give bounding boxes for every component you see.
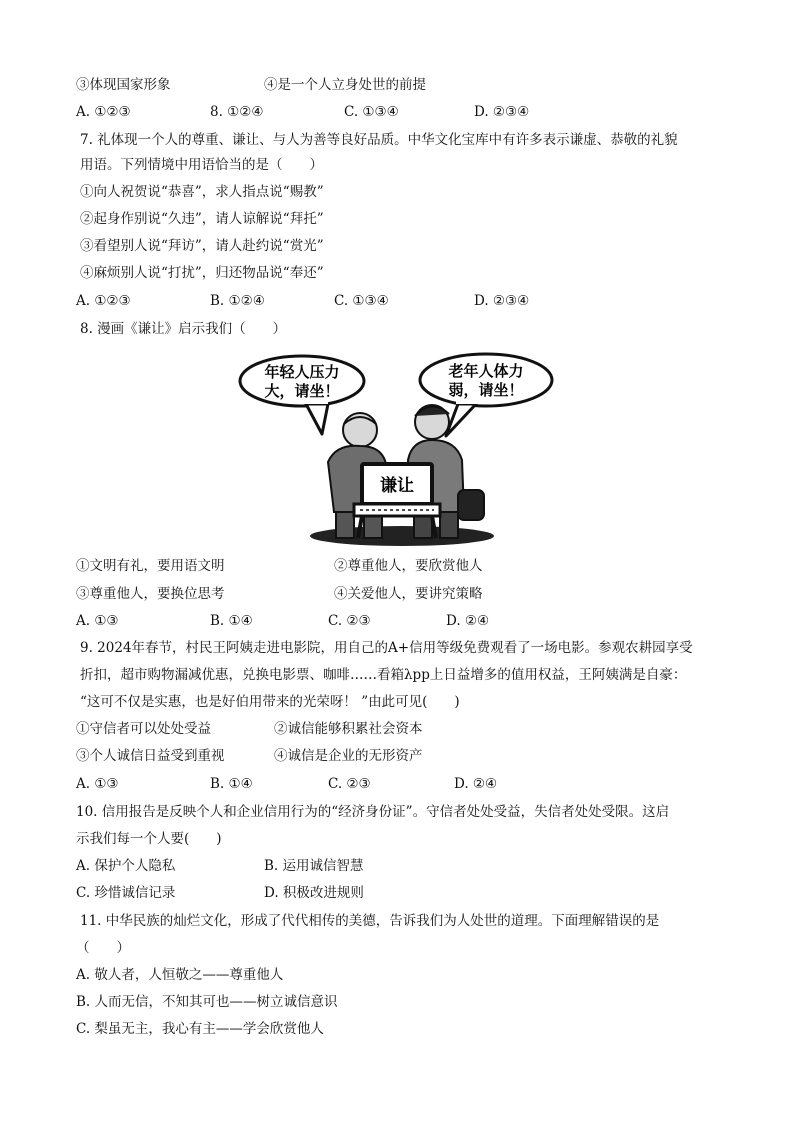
- q9-item-2: ②诚信能够积累社会资本: [274, 721, 423, 737]
- q6-option-b: 8. ①②④: [210, 104, 264, 120]
- q8-stem: 8. 漫画《谦让》启示我们（ ）: [80, 321, 287, 337]
- q6-option-c: C. ①③④: [344, 104, 399, 120]
- q9-option-c: C. ②③: [328, 776, 371, 792]
- q11-option-c: C. 梨虽无主，我心有主——学会欣赏他人: [76, 1021, 324, 1037]
- q7-item-3: ③看望别人说“拜访”，请人赴约说“赏光”: [80, 238, 324, 254]
- q9-stem-line-1: 9. 2024年春节，村民王阿姨走进电影院，用自己的A+信用等级免费观看了一场电影。参观农耕园享受: [80, 640, 693, 656]
- q7-stem-line-2: 用语。下列情境中用语恰当的是（ ）: [80, 157, 323, 173]
- bench-sign-text: 谦让: [380, 476, 414, 496]
- q11-stem-line-1: 11. 中华民族的灿烂文化，形成了代代相传的美德，告诉我们为人处世的道理。下面理解错误的是: [80, 913, 660, 929]
- q10-option-d: D. 积极改进规则: [264, 885, 364, 901]
- q7-item-2: ②起身作别说“久违”，请人谅解说“拜托”: [80, 211, 324, 227]
- q10-option-b: B. 运用诚信智慧: [264, 858, 364, 874]
- bubble-left-line-2: 大，请坐！: [264, 382, 340, 400]
- q7-item-1: ①向人祝贺说“恭喜”，求人指点说“赐教”: [80, 184, 324, 200]
- q7-option-a: A. ①②③: [76, 293, 131, 309]
- q9-option-b: B. ①④: [210, 776, 253, 792]
- bubble-right-line-2: 弱，请坐！: [448, 381, 524, 399]
- q8-item-1: ①文明有礼，要用语文明: [76, 558, 225, 574]
- q9-option-d: D. ②④: [454, 776, 498, 792]
- q6-option-a: A. ①②③: [76, 104, 131, 120]
- q7-item-4: ④麻烦别人说“打扰”，归还物品说“奉还”: [80, 265, 324, 281]
- q7-option-d: D. ②③④: [474, 293, 530, 309]
- q6-item-4: ④是一个人立身处世的前提: [264, 77, 426, 93]
- q11-stem-line-2: （ ）: [76, 940, 130, 956]
- q9-stem-line-2: 折扣，超市购物漏减优惠，兑换电影票、咖啡……看箱λpp上日益增多的值用权益，王阿姨满是自豪：: [80, 667, 687, 683]
- q11-option-a: A. 敬人者，人恒敬之——尊重他人: [76, 967, 284, 983]
- bubble-left-line-1: 年轻人压力: [264, 363, 340, 381]
- q11-option-b: B. 人而无信，不知其可也——树立诚信意识: [76, 994, 338, 1010]
- q9-item-1: ①守信者可以处处受益: [76, 721, 211, 737]
- q8-item-3: ③尊重他人，要换位思考: [76, 586, 225, 602]
- q6-option-d: D. ②③④: [474, 104, 530, 120]
- q7-option-c: C. ①③④: [334, 293, 389, 309]
- q8-option-b: B. ①④: [210, 613, 253, 629]
- cartoon-modesty: [236, 352, 558, 548]
- q9-stem-line-3: “这可不仅是实惠，也是好伯用带来的光荣呀！ ”由此可见( ): [80, 694, 460, 710]
- q7-option-b: B. ①②④: [210, 293, 265, 309]
- q9-option-a: A. ①③: [76, 776, 119, 792]
- q8-item-2: ②尊重他人，要欣赏他人: [334, 558, 483, 574]
- q10-stem-line-1: 10. 信用报告是反映个人和企业信用行为的“经济身份证”。守信者处处受益，失信者处处受限。这启: [76, 804, 670, 820]
- q10-option-c: C. 珍惜诚信记录: [76, 885, 176, 901]
- bubble-right-line-1: 老年人体力: [448, 362, 524, 380]
- q6-item-3: ③体现国家形象: [76, 77, 171, 93]
- q9-item-3: ③个人诚信日益受到重视: [76, 748, 225, 764]
- q9-item-4: ④诚信是企业的无形资产: [274, 748, 423, 764]
- q7-stem-line-1: 7. 礼体现一个人的尊重、谦让、与人为善等良好品质。中华文化宝库中有许多表示谦虚、恭敬的礼貌: [80, 132, 678, 148]
- q8-option-c: C. ②③: [328, 613, 371, 629]
- q8-option-d: D. ②④: [446, 613, 490, 629]
- q10-option-a: A. 保护个人隐私: [76, 858, 176, 874]
- q10-stem-line-2: 示我们每一个人要( ): [76, 831, 222, 847]
- q8-item-4: ④关爱他人，要讲究策略: [334, 586, 483, 602]
- q8-option-a: A. ①③: [76, 613, 119, 629]
